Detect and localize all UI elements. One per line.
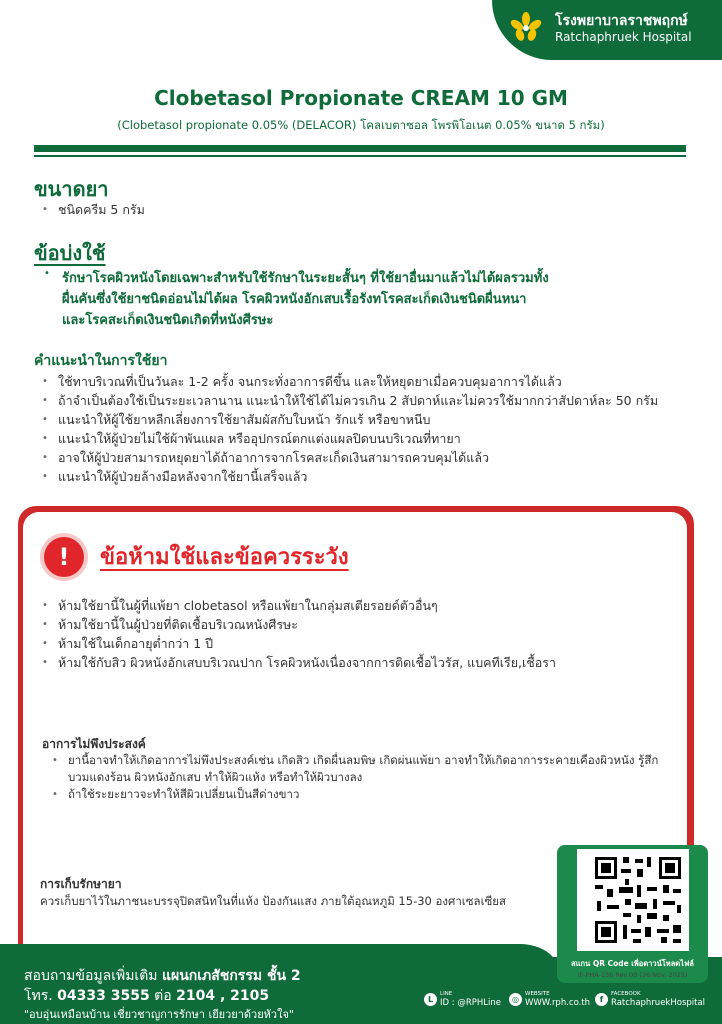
hospital-name-en: Ratchaphruek Hospital	[555, 30, 692, 44]
size-list	[36, 200, 676, 219]
footer-contact	[24, 965, 301, 987]
qr-code-area[interactable]	[577, 849, 689, 951]
footer-phone-prefix: โทร.	[24, 988, 53, 1004]
website-caption: WEBSITE	[525, 991, 550, 997]
list-item: • ห้ามใช้กับสิว ผิวหนังอักเสบบริเวณปาก โรคผิวหนังเนื่องจากการติดเชื้อไวรัส, แบคทีเรีย,เชื้อรา	[36, 653, 676, 672]
list-item: • อาจให้ผู้ป่วยสามารถหยุดยาได้ถ้าอาการจากโรคสะเก็ดเงินสามารถควบคุมได้แล้ว	[36, 448, 686, 467]
facebook-icon: f	[595, 993, 608, 1006]
drug-title: Clobetasol Propionate CREAM 10 GM	[154, 86, 568, 110]
list-item: • ถ้าจำเป็นต้องใช้เป็นระยะเวลานาน แนะนำให้ใช้ได้ไม่ควรเกิน 2 สัปดาห์และไม่ควรใช้มากกว่าสัปดาห์ละ 50 กรัม	[36, 391, 686, 410]
indication-line: ผื่นคันซึ่งใช้ยาชนิดอ่อนไม่ได้ผล โรคผิวหนังอักเสบเรื้อรังทโรคสะเก็ดเงินชนิดผื่นหนา	[62, 292, 527, 307]
indication-bullet: •	[44, 268, 50, 279]
line-caption: LINE	[440, 991, 453, 997]
list-item: • ยานี้อาจทำให้เกิดอาการไม่พึงประสงค์เช่น เกิดสิว เกิดผื่นลมพิษ เกิดผ่นแพ้ยา อาจทำให้เกิดอาการระคายเคืองผิวหนัง รู้สึกบวมแดงร้อน ผิวหนังอักเสบ ทำให้ผิวแห้ง หรือทำให้ผิวบางลง	[46, 752, 674, 786]
website-url: WWW.rph.co.th	[525, 998, 591, 1008]
side-effects-heading: อาการไม่พึงประสงค์	[42, 737, 146, 751]
warning-icon: !	[44, 537, 84, 577]
indication-line: รักษาโรคผิวหนังโดยเฉพาะสำหรับใช้รักษาในระยะสั้นๆ ที่ใช้ยาอื่นมาแล้วไม่ได้ผลรวมทั้ง	[62, 271, 549, 286]
side-effects-list	[46, 752, 674, 803]
footer-contact-prefix: สอบถามข้อมูลเพิ่มเติม	[24, 968, 158, 984]
title-divider-thin	[34, 155, 686, 157]
footer-facebook[interactable]	[611, 991, 705, 1008]
list-item: • ชนิดครีม 5 กรัม	[36, 200, 676, 219]
storage-heading: การเก็บรักษายา	[40, 877, 122, 891]
drug-subtitle: (Clobetasol propionate 0.05% (DELACOR) โคลเบตาซอล โพรพิโอเนต 0.05% ขนาด 5 กรัม)	[117, 118, 605, 132]
list-item: • ห้ามใช้ยานี้ในผู้ป่วยที่ติดเชื้อบริเวณหนังศีรษะ	[36, 615, 676, 634]
facebook-caption: FACEBOOK	[611, 991, 641, 997]
globe-icon: ◎	[509, 993, 522, 1006]
list-item: • แนะนำให้ผู้ป่วยไม่ใช้ผ้าพันแผล หรืออุปกรณ์ตกแต่งแผลปิดบนบริเวณที่ทายา	[36, 429, 686, 448]
document-number: IF-PHA-136 Rev.00 (26 Nov. 2025)	[577, 971, 688, 979]
indication-line: และโรคสะเก็ดเงินชนิดเกิดที่หนังศีรษะ	[62, 313, 274, 328]
usage-heading: คำแนะนำในการใช้ยา	[34, 353, 168, 369]
storage-text: ควรเก็บยาไว้ในภาชนะบรรจุปิดสนิทในที่แห้ง ป้องกันแสง ภายใต้อุณหภูมิ 15-30 องศาเซลเซียส	[40, 894, 507, 908]
qr-caption: สแกน QR Code เพื่อดาวน์โหลดไฟล์	[571, 959, 694, 968]
footer-ext-prefix: ต่อ	[154, 988, 172, 1004]
warning-heading: ข้อห้ามใช้และข้อควรระวัง	[100, 545, 349, 570]
hospital-logo-icon	[509, 11, 543, 45]
hospital-name-th: โรงพยาบาลราชพฤกษ์	[555, 13, 688, 29]
line-icon: L	[424, 993, 437, 1006]
qr-code[interactable]	[577, 849, 689, 951]
list-item: • ถ้าใช้ระยะยาวจะทำให้สีผิวเปลี่ยนเป็นสีด่างขาว	[46, 786, 674, 803]
list-item: • แนะนำให้ผู้ป่วยล้างมือหลังจากใช้ยานี้เสร็จแล้ว	[36, 467, 686, 486]
list-item: • ใช้ทาบริเวณที่เป็นวันละ 1-2 ครั้ง จนกระทั่งอาการดีขึ้น และให้หยุดยาเมื่อควบคุมอาการได้แล้ว	[36, 372, 686, 391]
footer-slogan: "อบอุ่นเหมือนบ้าน เชี่ยวชาญการรักษา เยียวยาด้วยหัวใจ"	[24, 1008, 294, 1021]
list-item: • แนะนำให้ผู้ใช้ยาหลีกเลี่ยงการใช้ยาสัมผัสกับใบหน้า รักแร้ หรือขาหนีบ	[36, 410, 686, 429]
footer-department: แผนกเภสัชกรรม ชั้น 2	[162, 968, 301, 984]
size-heading: ขนาดยา	[34, 177, 109, 201]
line-id: ID : @RPHLine	[440, 998, 501, 1008]
footer-phone-number[interactable]: 04333 3555	[57, 988, 150, 1004]
footer-line[interactable]	[440, 991, 501, 1008]
indication-text	[62, 268, 662, 331]
list-item: • ห้ามใช้ยานี้ในผู้ที่แพ้ยา clobetasol หรือแพ้ยาในกลุ่มสเตียรอยด์ตัวอื่นๆ	[36, 596, 676, 615]
title-divider	[34, 145, 686, 152]
footer-ext[interactable]: 2104 , 2105	[176, 988, 270, 1004]
usage-list	[36, 372, 686, 486]
list-item: • ห้ามใช้ในเด็กอายุต่ำกว่า 1 ปี	[36, 634, 676, 653]
facebook-name: RatchaphruekHospital	[611, 998, 706, 1008]
footer-website[interactable]	[525, 991, 590, 1008]
indication-heading: ข้อบ่งใช้	[34, 241, 106, 265]
warning-list	[36, 596, 676, 672]
footer-phone	[24, 985, 269, 1007]
